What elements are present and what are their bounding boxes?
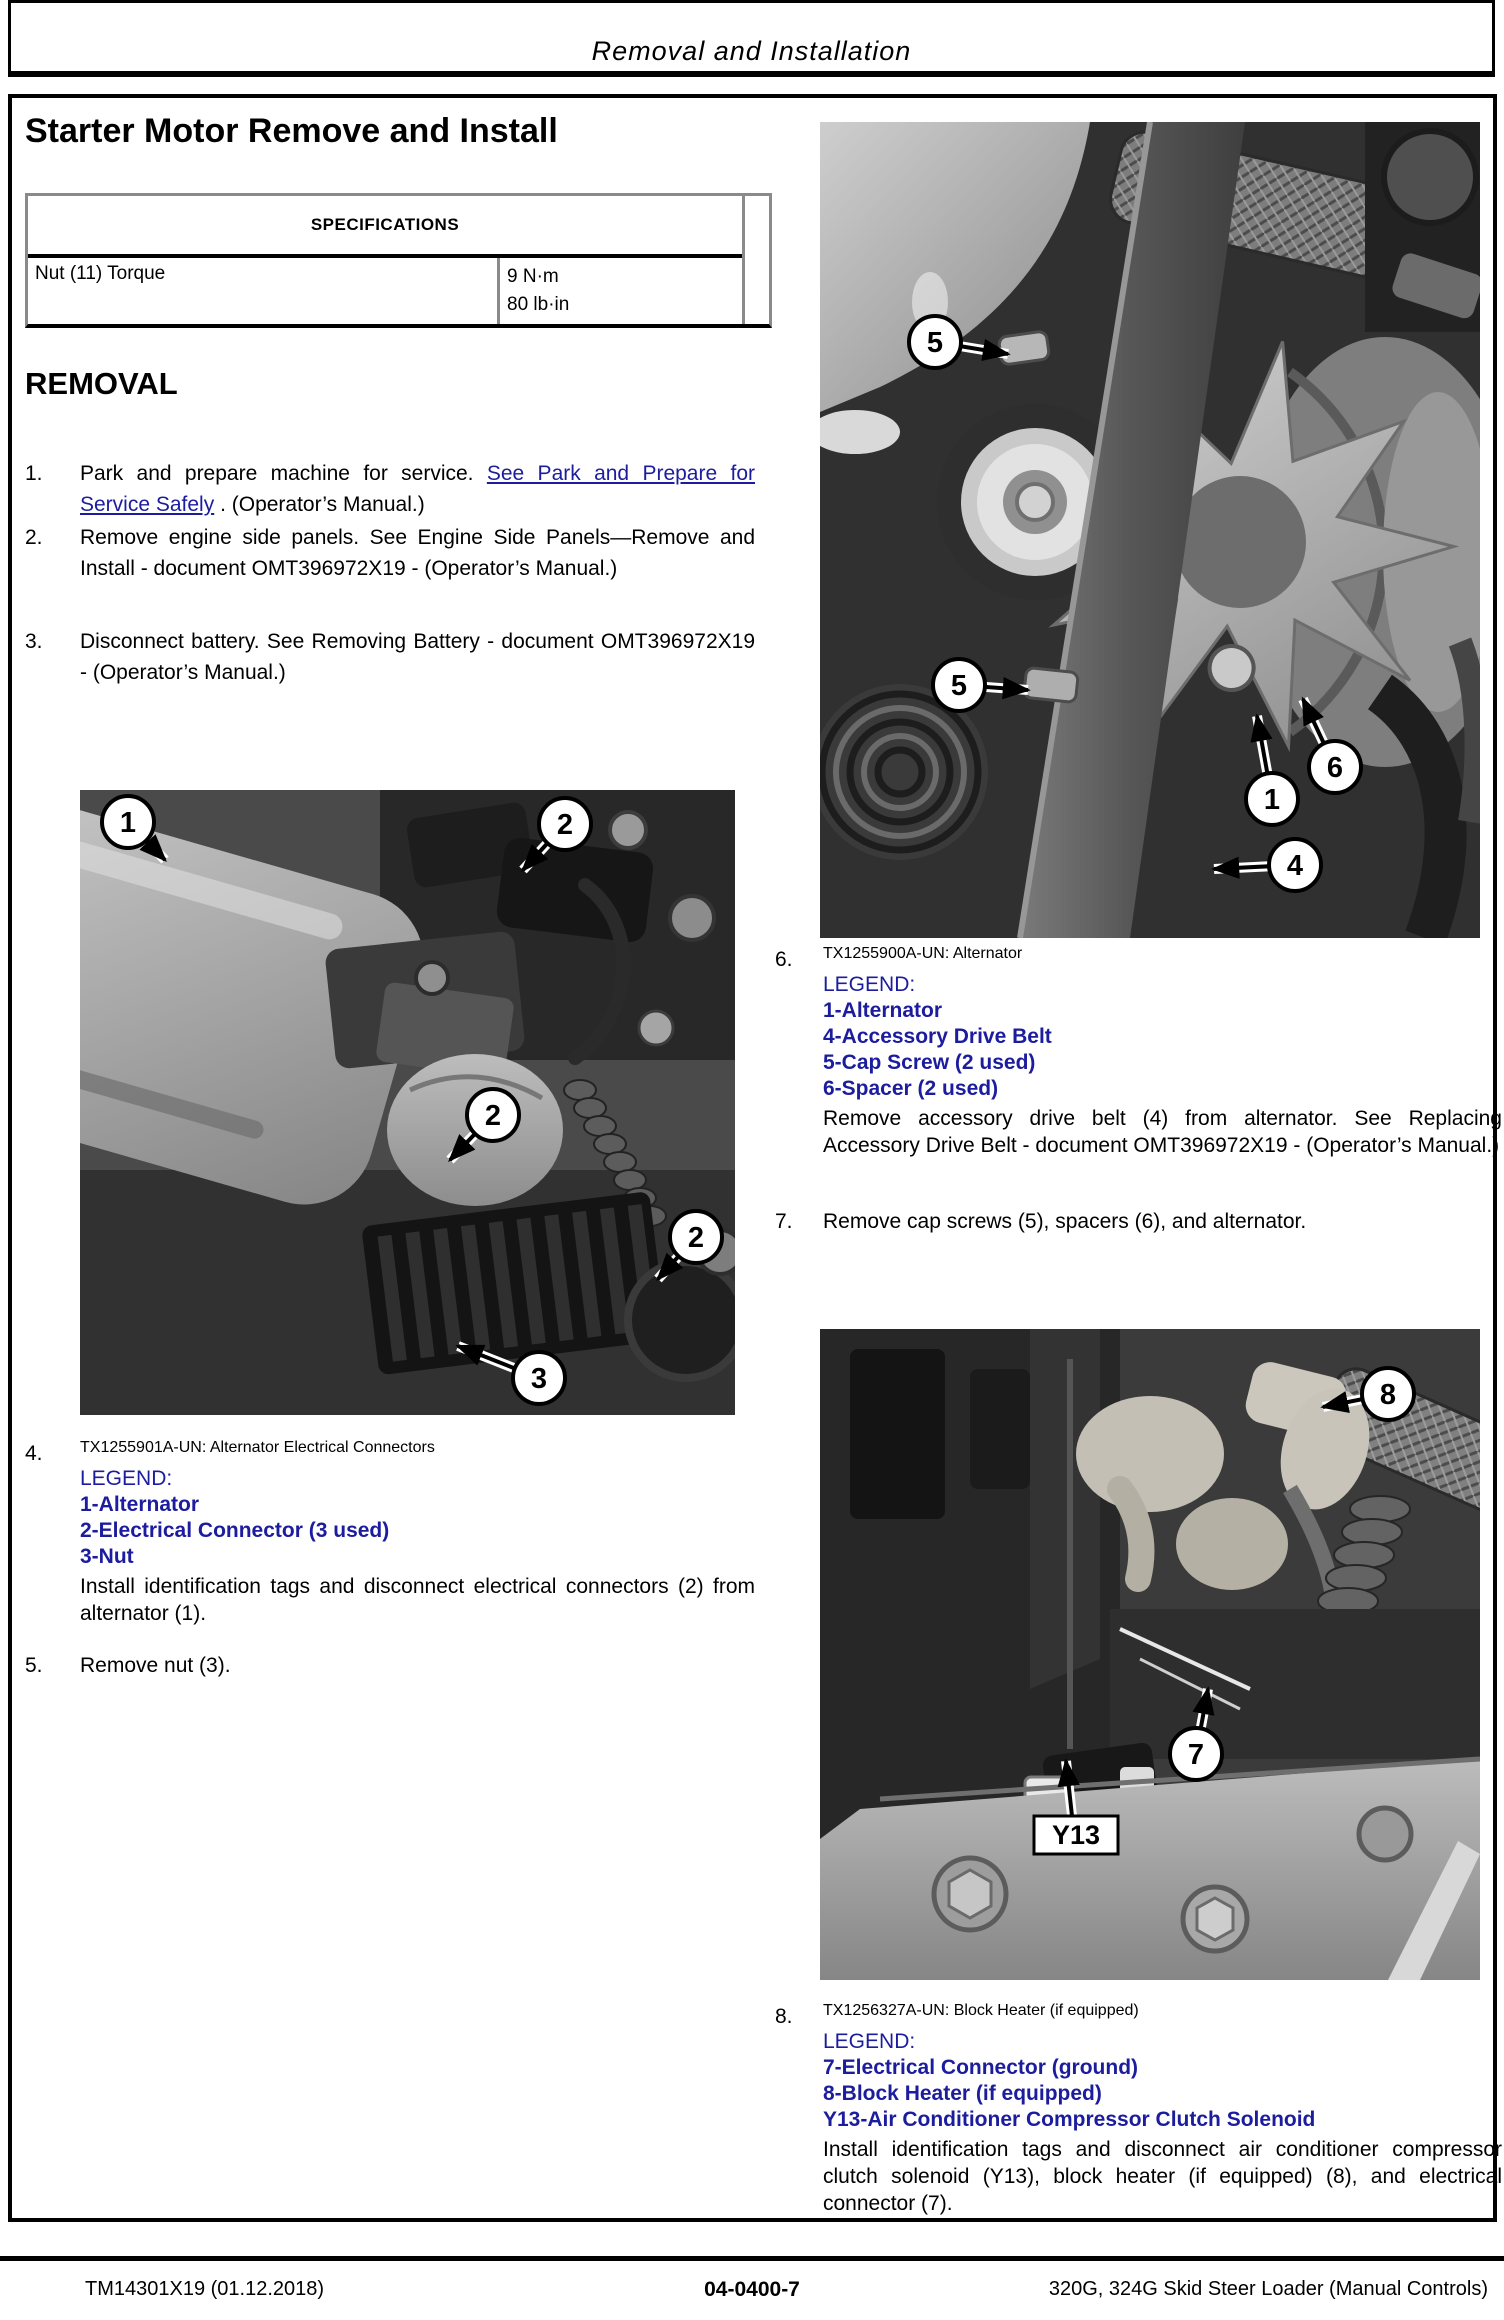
figure-caption: TX1255901A-UN: Alternator Electrical Connectors xyxy=(80,1439,435,1456)
step-number: 1. xyxy=(25,462,43,485)
step-text: Disconnect battery. See Removing Battery - document OMT396972X19 - (Operator’s Manual.) xyxy=(80,630,755,684)
step-text: Remove cap screws (5), spacers (6), and alternator. xyxy=(823,1210,1307,1233)
step-text: Remove nut (3). xyxy=(80,1654,231,1677)
legend-item: 6-Spacer (2 used) xyxy=(823,1077,999,1100)
specifications-table xyxy=(25,193,772,328)
step-7 xyxy=(775,1206,1502,1237)
hex-bolt xyxy=(934,1858,1006,1930)
svg-text:2: 2 xyxy=(484,1100,502,1132)
table-row xyxy=(28,258,742,324)
photo-alternator-electrical-connectors xyxy=(80,790,735,1415)
legend-item: 1-Alternator xyxy=(80,1493,200,1516)
footer-rule xyxy=(0,2256,1504,2261)
legend-title: LEGEND: xyxy=(823,2030,916,2053)
figure-caption: TX1255900A-UN: Alternator xyxy=(823,945,1023,962)
step-number: 5. xyxy=(25,1654,43,1677)
step-1 xyxy=(25,458,755,520)
figure-caption: TX1256327A-UN: Block Heater (if equipped) xyxy=(823,2002,1139,2019)
step-number: 2. xyxy=(25,526,43,549)
step-5 xyxy=(25,1650,755,1681)
doc-title: Starter Motor Remove and Install xyxy=(25,112,558,150)
step-8 xyxy=(775,2001,1502,2217)
step-text: Remove accessory drive belt (4) from alternator. See Replacing Accessory Drive Belt - document OMT396972X19 - (Operator’s Manual.) xyxy=(823,1107,1502,1157)
spec-value-metric: 9 N·m xyxy=(507,266,559,287)
alternator-photo-graphic xyxy=(820,122,1480,938)
page-header xyxy=(8,0,1495,77)
svg-text:3: 3 xyxy=(530,1363,548,1395)
svg-text:8: 8 xyxy=(1379,1379,1397,1411)
step-2 xyxy=(25,522,755,584)
svg-text:1: 1 xyxy=(1263,784,1281,816)
legend-item: 7-Electrical Connector (ground) xyxy=(823,2056,1139,2079)
svg-text:6: 6 xyxy=(1326,752,1344,784)
spec-values xyxy=(497,258,742,324)
spec-table-header: SPECIFICATIONS xyxy=(28,196,742,258)
step-number: 3. xyxy=(25,630,43,653)
svg-text:Y13: Y13 xyxy=(1051,1820,1101,1850)
legend-item: 5-Cap Screw (2 used) xyxy=(823,1051,1036,1074)
svg-text:2: 2 xyxy=(556,809,574,841)
content-frame xyxy=(8,94,1502,2222)
spec-value-imperial: 80 lb·in xyxy=(507,294,570,315)
svg-text:7: 7 xyxy=(1187,1739,1205,1771)
step-6 xyxy=(775,944,1502,1159)
section-heading-removal: REMOVAL xyxy=(25,366,178,401)
alternator-electrical-photo-graphic xyxy=(80,790,735,1415)
step-number: 7. xyxy=(775,1210,793,1233)
step-3 xyxy=(25,626,755,688)
footer-model-info: 320G, 324G Skid Steer Loader (Manual Controls) xyxy=(1048,2278,1488,2300)
block-heater-photo-graphic xyxy=(820,1329,1480,1980)
step-text-post: . (Operator’s Manual.) xyxy=(214,493,425,516)
svg-text:5: 5 xyxy=(950,670,968,702)
legend-title: LEGEND: xyxy=(823,973,916,996)
spec-label: Nut (11) Torque xyxy=(35,263,166,284)
step-text xyxy=(80,458,755,520)
legend-item: 1-Alternator xyxy=(823,999,943,1022)
step-number: 4. xyxy=(25,1442,43,1465)
legend-item: 3-Nut xyxy=(80,1545,134,1568)
legend-title: LEGEND: xyxy=(80,1467,173,1490)
step-text: Remove engine side panels. See Engine Side Panels—Remove and Install - document OMT396972X19 - (Operator’s Manual.) xyxy=(80,526,755,580)
footer-page-number: 04-0400-7 xyxy=(704,2278,800,2301)
page-header-title: Removal and Installation xyxy=(591,36,912,66)
step-number: 8. xyxy=(775,2005,793,2028)
step-4 xyxy=(25,1438,755,1627)
svg-text:1: 1 xyxy=(119,807,137,839)
spec-table-end-column xyxy=(742,196,769,324)
step-number: 6. xyxy=(775,948,793,971)
legend-item: 4-Accessory Drive Belt xyxy=(823,1025,1052,1048)
svg-text:5: 5 xyxy=(926,327,944,359)
connector-boot xyxy=(1076,1396,1224,1512)
svg-text:2: 2 xyxy=(687,1222,705,1254)
legend-item: Y13-Air Conditioner Compressor Clutch Solenoid xyxy=(823,2108,1316,2131)
footer-doc-id: TM14301X19 (01.12.2018) xyxy=(85,2278,325,2300)
step-text-pre: Park and prepare machine for service. xyxy=(80,462,474,485)
legend-item: 8-Block Heater (if equipped) xyxy=(823,2082,1102,2105)
svg-text:4: 4 xyxy=(1286,850,1304,882)
step-text: Install identification tags and disconnect electrical connectors (2) from alternator (1). xyxy=(80,1575,755,1625)
photo-block-heater xyxy=(820,1329,1480,1980)
step-text: Install identification tags and disconnect air conditioner compressor clutch solenoid (Y13), block heater (if equipped) (8), and electrical connector (7). xyxy=(823,2138,1502,2215)
legend-item: 2-Electrical Connector (3 used) xyxy=(80,1519,390,1542)
photo-alternator xyxy=(820,122,1480,938)
see-park-and-prepare-link[interactable]: See Park and Prepare for Service Safely xyxy=(80,462,755,516)
